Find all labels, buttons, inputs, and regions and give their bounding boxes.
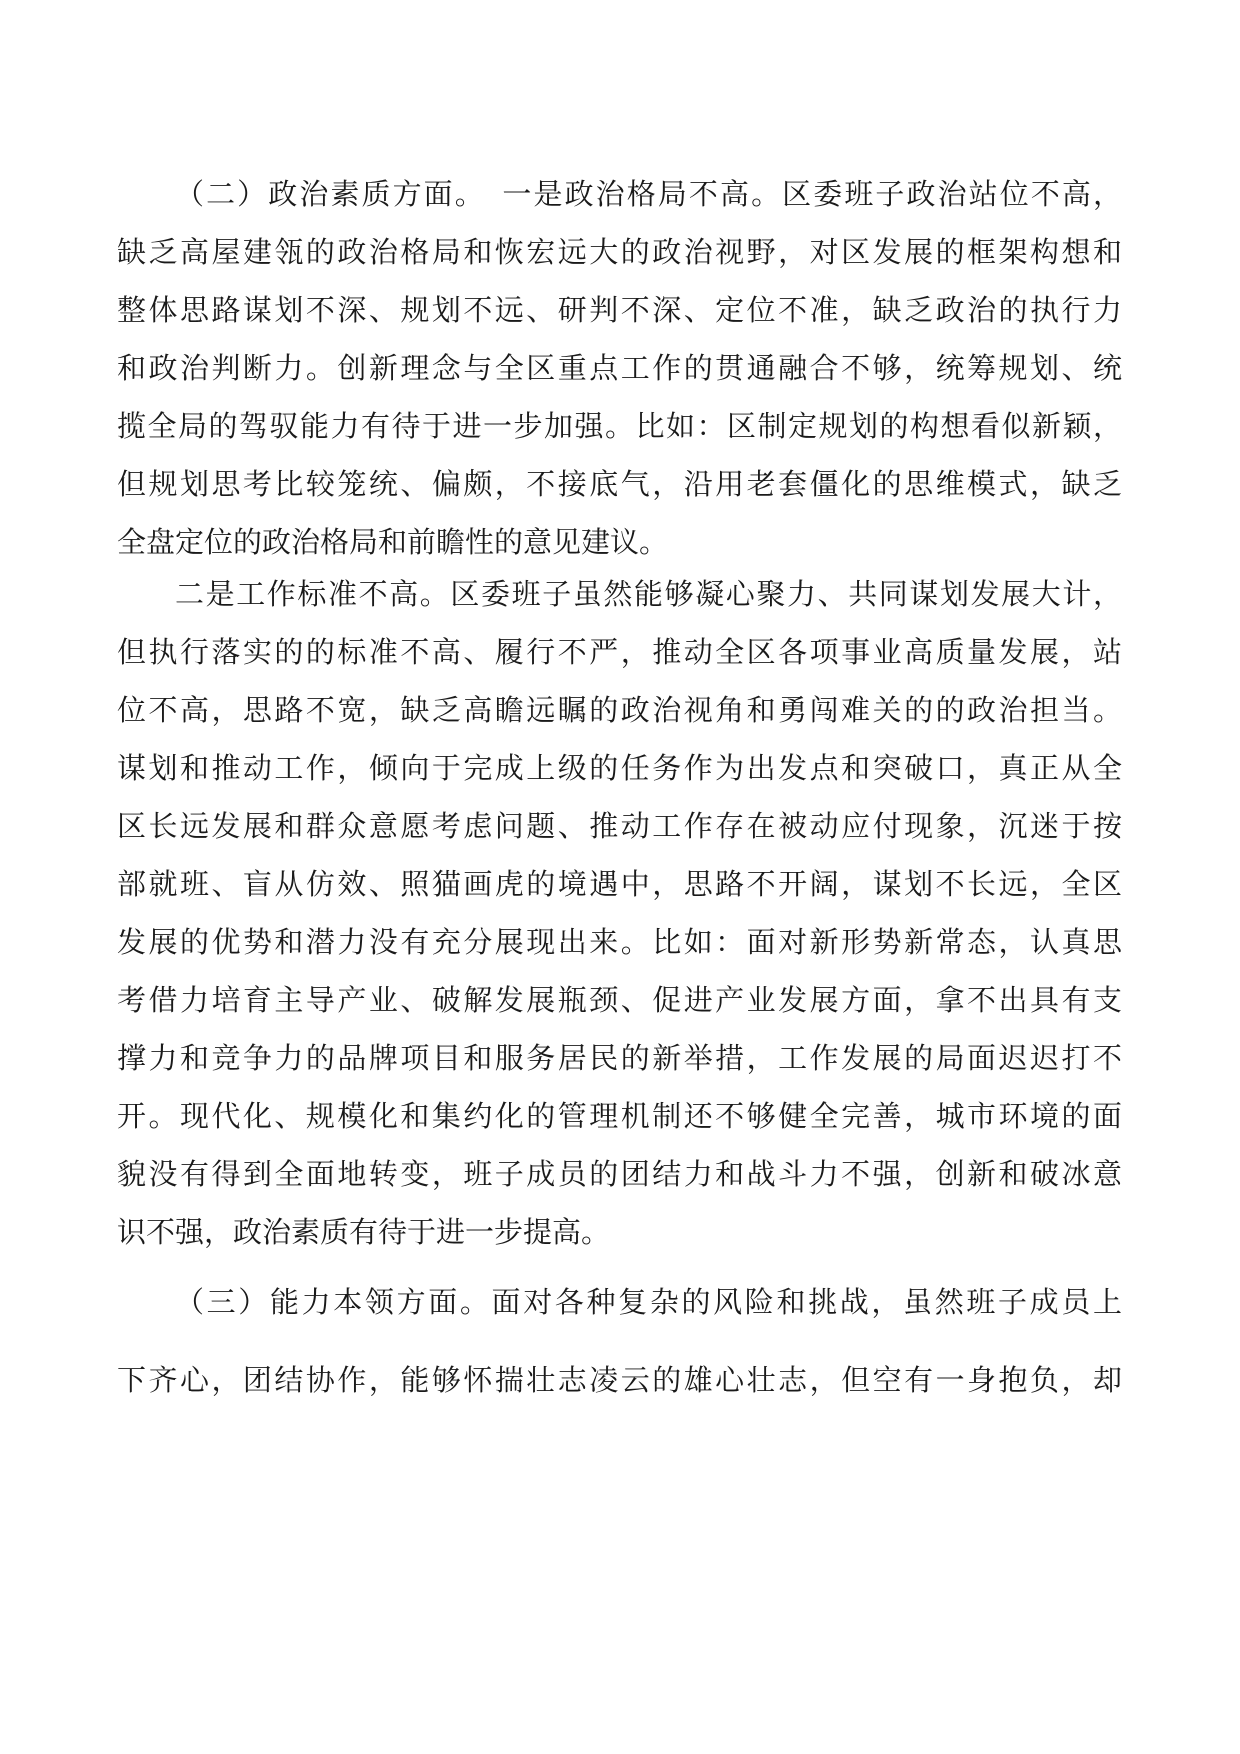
text-line: 考借力培育主导产业、破解发展瓶颈、促进产业发展方面，拿不出具有支 — [117, 983, 1122, 1017]
text-line: （三）能力本领方面。面对各种复杂的风险和挑战，虽然班子成员上 — [175, 1285, 1122, 1319]
paragraph-capability — [117, 1273, 1122, 1409]
text-line: 开。现代化、规模化和集约化的管理机制还不够健全完善，城市环境的面 — [117, 1099, 1122, 1133]
text-line: 识不强，政治素质有待于进一步提高。 — [117, 1215, 611, 1249]
text-line: 但规划思考比较笼统、偏颇，不接底气，沿用老套僵化的思维模式，缺乏 — [117, 467, 1122, 501]
paragraph-work-standards — [117, 565, 1122, 1261]
text-line: 下齐心，团结协作，能够怀揣壮志凌云的雄心壮志，但空有一身抱负，却 — [117, 1363, 1122, 1397]
text-line: 发展的优势和潜力没有充分展现出来。比如：面对新形势新常态，认真思 — [117, 925, 1122, 959]
text-line: 貌没有得到全面地转变，班子成员的团结力和战斗力不强，创新和破冰意 — [117, 1157, 1122, 1191]
text-line: 二是工作标准不高。区委班子虽然能够凝心聚力、共同谋划发展大计， — [175, 577, 1122, 611]
text-line: 位不高，思路不宽，缺乏高瞻远瞩的政治视角和勇闯难关的的政治担当。 — [117, 693, 1122, 727]
text-line: （二）政治素质方面。 一是政治格局不高。区委班子政治站位不高， — [175, 177, 1122, 211]
text-line: 整体思路谋划不深、规划不远、研判不深、定位不准，缺乏政治的执行力 — [117, 293, 1122, 327]
text-line: 和政治判断力。创新理念与全区重点工作的贯通融合不够，统筹规划、统 — [117, 351, 1122, 385]
text-line: 揽全局的驾驭能力有待于进一步加强。比如：区制定规划的构想看似新颖， — [117, 409, 1122, 443]
text-line: 区长远发展和群众意愿考虑问题、推动工作存在被动应付现象，沉迷于按 — [117, 809, 1122, 843]
text-line: 缺乏高屋建瓴的政治格局和恢宏远大的政治视野，对区发展的框架构想和 — [117, 235, 1122, 269]
text-line: 撑力和竞争力的品牌项目和服务居民的新举措，工作发展的局面迟迟打不 — [117, 1041, 1122, 1075]
text-line: 全盘定位的政治格局和前瞻性的意见建议。 — [117, 525, 669, 559]
text-line: 谋划和推动工作，倾向于完成上级的任务作为出发点和突破口，真正从全 — [117, 751, 1122, 785]
text-line: 部就班、盲从仿效、照猫画虎的境遇中，思路不开阔，谋划不长远，全区 — [117, 867, 1122, 901]
text-line: 但执行落实的的标准不高、履行不严，推动全区各项事业高质量发展，站 — [117, 635, 1122, 669]
paragraph-political-quality — [117, 165, 1122, 571]
